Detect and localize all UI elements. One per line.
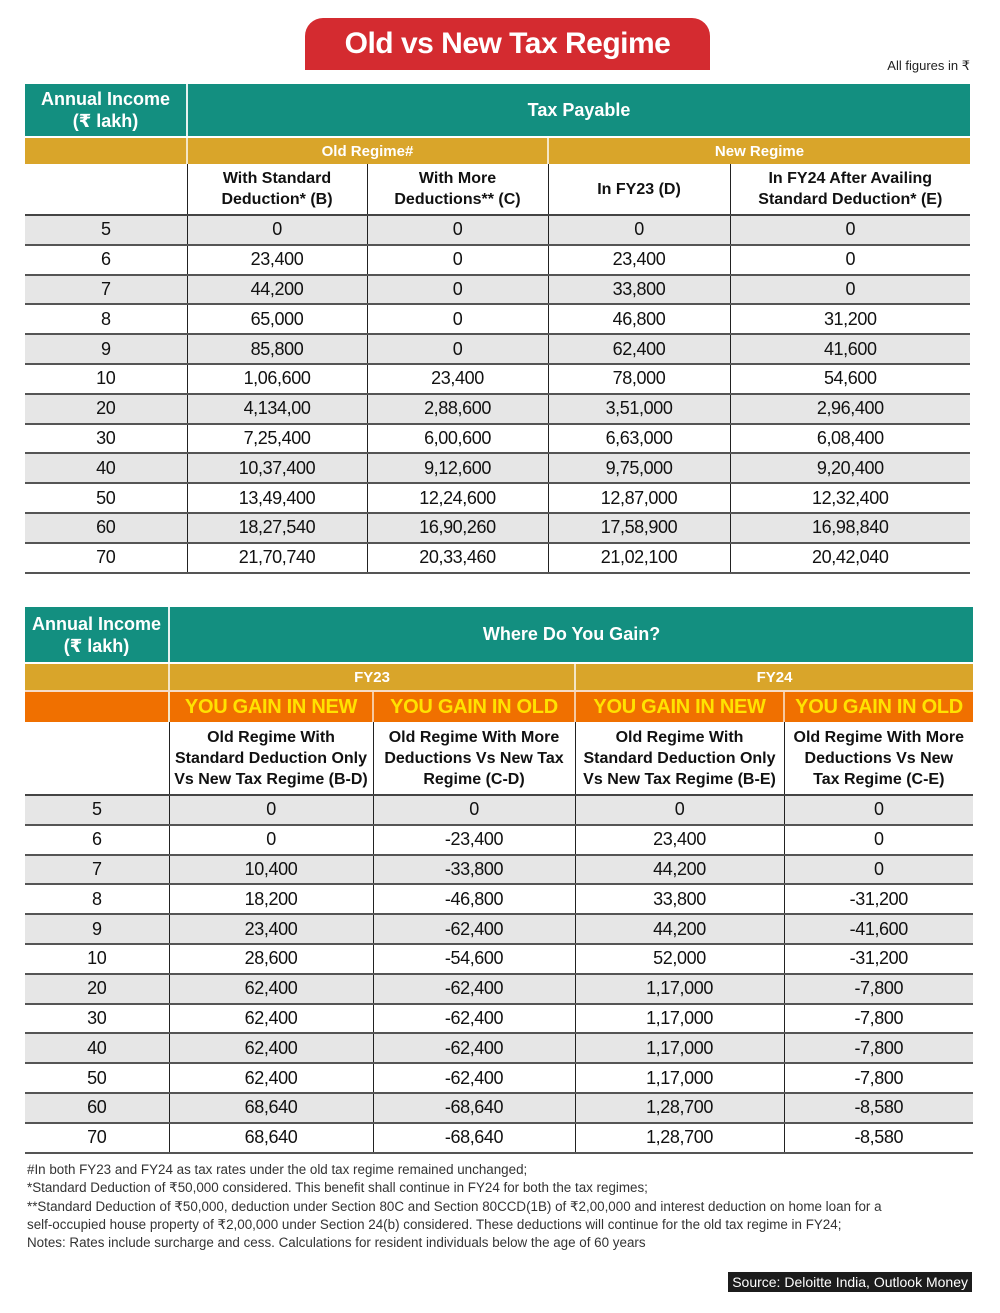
table-row	[25, 1004, 973, 1034]
table-row	[25, 1033, 973, 1063]
col-c-minus-d: Old Regime With More Deductions Vs New Tax Regime (C-D)	[373, 722, 575, 795]
page-title: Old vs New Tax Regime	[344, 27, 671, 60]
source-credit: Source: Deloitte India, Outlook Money	[728, 1272, 972, 1292]
value-cell: 31,200	[730, 304, 970, 334]
fy-group-row	[25, 664, 973, 690]
value-cell: 6,00,600	[367, 424, 548, 454]
gain-new-fy23-label: YOU GAIN IN NEW	[169, 692, 373, 722]
value-cell: 18,27,540	[187, 513, 367, 543]
income-cell: 9	[25, 914, 169, 944]
income-cell: 10	[25, 364, 187, 394]
value-cell: 21,70,740	[187, 543, 367, 573]
income-header: Annual Income (₹ lakh)	[31, 613, 161, 656]
tax-payable-header: Tax Payable	[187, 84, 970, 136]
gain-old-fy23-label: YOU GAIN IN OLD	[373, 692, 575, 722]
table-row	[25, 914, 973, 944]
value-cell: 12,24,600	[367, 483, 548, 513]
value-cell: -68,640	[373, 1123, 575, 1153]
income-cell: 10	[25, 944, 169, 974]
where-gain-body	[25, 795, 973, 1153]
value-cell: 0	[187, 215, 367, 245]
income-header: Annual Income (₹ lakh)	[40, 89, 170, 131]
tax-payable-body	[25, 215, 970, 573]
footnote-hash: #In both FY23 and FY24 as tax rates under the old tax regime remained unchanged;	[27, 1162, 528, 1177]
table-row	[25, 364, 970, 394]
value-cell: 16,90,260	[367, 513, 548, 543]
value-cell: 12,32,400	[730, 483, 970, 513]
value-cell: -33,800	[373, 855, 575, 885]
tax-payable-table	[25, 84, 970, 574]
table-row	[25, 855, 973, 885]
value-cell: 23,400	[169, 914, 373, 944]
value-cell: -46,800	[373, 884, 575, 914]
gain-new-fy24-label: YOU GAIN IN NEW	[575, 692, 784, 722]
value-cell: 1,28,700	[575, 1123, 784, 1153]
value-cell: 62,400	[169, 1033, 373, 1063]
value-cell: 44,200	[575, 914, 784, 944]
value-cell: 7,25,400	[187, 424, 367, 454]
value-cell: -31,200	[784, 944, 973, 974]
value-cell: -7,800	[784, 974, 973, 1004]
value-cell: 13,49,400	[187, 483, 367, 513]
table-row	[25, 275, 970, 305]
value-cell: 12,87,000	[548, 483, 730, 513]
value-cell: 0	[575, 795, 784, 825]
col-b-minus-d: Old Regime With Standard Deduction Only Vs New Tax Regime (B-D)	[169, 722, 373, 795]
value-cell: 33,800	[548, 275, 730, 305]
column-header-row	[25, 722, 973, 795]
value-cell: -8,580	[784, 1093, 973, 1123]
table-row	[25, 884, 973, 914]
income-cell: 30	[25, 424, 187, 454]
value-cell: 10,37,400	[187, 453, 367, 483]
value-cell: -7,800	[784, 1033, 973, 1063]
value-cell: 54,600	[730, 364, 970, 394]
value-cell: 23,400	[548, 245, 730, 275]
value-cell: 46,800	[548, 304, 730, 334]
income-cell: 20	[25, 974, 169, 1004]
table-row	[25, 513, 970, 543]
income-cell: 20	[25, 394, 187, 424]
income-cell: 40	[25, 1033, 169, 1063]
value-cell: 3,51,000	[548, 394, 730, 424]
value-cell: 0	[367, 245, 548, 275]
footnotes	[27, 1161, 977, 1252]
value-cell: 0	[367, 215, 548, 245]
value-cell: 0	[784, 795, 973, 825]
old-regime-group: Old Regime#	[187, 138, 548, 164]
value-cell: 0	[784, 855, 973, 885]
value-cell: 1,28,700	[575, 1093, 784, 1123]
value-cell: -62,400	[373, 1004, 575, 1034]
value-cell: 0	[367, 275, 548, 305]
value-cell: -62,400	[373, 914, 575, 944]
footnote-notes: Notes: Rates include surcharge and cess. Calculations for resident individuals below the age of 60 years	[27, 1235, 646, 1251]
value-cell: 62,400	[169, 1004, 373, 1034]
value-cell: 44,200	[575, 855, 784, 885]
value-cell: 44,200	[187, 275, 367, 305]
table-row	[25, 1123, 973, 1153]
value-cell: 0	[784, 825, 973, 855]
column-header-row	[25, 164, 970, 215]
value-cell: 1,17,000	[575, 1033, 784, 1063]
table-row	[25, 394, 970, 424]
title-banner	[305, 18, 710, 70]
value-cell: -62,400	[373, 1033, 575, 1063]
income-cell: 6	[25, 825, 169, 855]
value-cell: 62,400	[169, 974, 373, 1004]
new-regime-group: New Regime	[548, 138, 970, 164]
income-cell: 6	[25, 245, 187, 275]
value-cell: 52,000	[575, 944, 784, 974]
value-cell: 20,33,460	[367, 543, 548, 573]
value-cell: -31,200	[784, 884, 973, 914]
table-row	[25, 215, 970, 245]
value-cell: 17,58,900	[548, 513, 730, 543]
col-old-standard: With Standard Deduction* (B)	[187, 164, 367, 215]
income-cell: 60	[25, 513, 187, 543]
value-cell: 9,75,000	[548, 453, 730, 483]
income-cell: 70	[25, 1123, 169, 1153]
footnote-double-asterisk-cont: self-occupied house property of ₹2,00,000 under Section 24(b) considered. These deductions will continue for the old tax regime in FY24;	[27, 1216, 842, 1232]
value-cell: 21,02,100	[548, 543, 730, 573]
table-row	[25, 944, 973, 974]
value-cell: 9,12,600	[367, 453, 548, 483]
fy24-group: FY24	[575, 664, 973, 690]
table1-title-row	[25, 84, 970, 136]
value-cell: 62,400	[548, 334, 730, 364]
value-cell: 0	[730, 275, 970, 305]
value-cell: 62,400	[169, 1063, 373, 1093]
value-cell: 6,63,000	[548, 424, 730, 454]
table-row	[25, 543, 970, 573]
income-cell: 8	[25, 304, 187, 334]
income-cell: 9	[25, 334, 187, 364]
value-cell: 4,134,00	[187, 394, 367, 424]
value-cell: 10,400	[169, 855, 373, 885]
col-new-fy23: In FY23 (D)	[548, 164, 730, 215]
col-c-minus-e: Old Regime With More Deductions Vs New Tax Regime (C-E)	[784, 722, 973, 795]
value-cell: 1,17,000	[575, 974, 784, 1004]
value-cell: 0	[730, 215, 970, 245]
value-cell: 1,17,000	[575, 1063, 784, 1093]
value-cell: -62,400	[373, 1063, 575, 1093]
value-cell: 23,400	[575, 825, 784, 855]
value-cell: 65,000	[187, 304, 367, 334]
value-cell: 0	[367, 334, 548, 364]
where-gain-header: Where Do You Gain?	[169, 607, 973, 662]
income-cell: 30	[25, 1004, 169, 1034]
value-cell: 2,96,400	[730, 394, 970, 424]
value-cell: -7,800	[784, 1004, 973, 1034]
value-cell: 85,800	[187, 334, 367, 364]
value-cell: -7,800	[784, 1063, 973, 1093]
value-cell: 18,200	[169, 884, 373, 914]
value-cell: 0	[169, 795, 373, 825]
table-row	[25, 304, 970, 334]
regime-group-row	[25, 138, 970, 164]
footnote-asterisk: *Standard Deduction of ₹50,000 considered. This benefit shall continue in FY24 for both the tax regimes;	[27, 1180, 648, 1196]
value-cell: -68,640	[373, 1093, 575, 1123]
value-cell: 0	[373, 795, 575, 825]
value-cell: 23,400	[187, 245, 367, 275]
value-cell: 23,400	[367, 364, 548, 394]
income-cell: 50	[25, 483, 187, 513]
value-cell: -54,600	[373, 944, 575, 974]
value-cell: 6,08,400	[730, 424, 970, 454]
income-cell: 70	[25, 543, 187, 573]
table-row	[25, 483, 970, 513]
value-cell: 9,20,400	[730, 453, 970, 483]
table-row	[25, 334, 970, 364]
table-row	[25, 245, 970, 275]
table-row	[25, 1063, 973, 1093]
value-cell: 2,88,600	[367, 394, 548, 424]
value-cell: 0	[367, 304, 548, 334]
gain-old-fy24-label: YOU GAIN IN OLD	[784, 692, 973, 722]
table-row	[25, 825, 973, 855]
value-cell: -41,600	[784, 914, 973, 944]
value-cell: 20,42,040	[730, 543, 970, 573]
income-cell: 60	[25, 1093, 169, 1123]
income-cell: 50	[25, 1063, 169, 1093]
value-cell: 28,600	[169, 944, 373, 974]
currency-note: All figures in ₹	[887, 58, 970, 73]
value-cell: 1,06,600	[187, 364, 367, 394]
table-row	[25, 424, 970, 454]
col-b-minus-e: Old Regime With Standard Deduction Only Vs New Tax Regime (B-E)	[575, 722, 784, 795]
value-cell: -62,400	[373, 974, 575, 1004]
col-new-fy24: In FY24 After Availing Standard Deduction* (E)	[730, 164, 970, 215]
income-cell: 7	[25, 275, 187, 305]
value-cell: 78,000	[548, 364, 730, 394]
table-row	[25, 795, 973, 825]
value-cell: 68,640	[169, 1123, 373, 1153]
value-cell: 1,17,000	[575, 1004, 784, 1034]
value-cell: 41,600	[730, 334, 970, 364]
table-row	[25, 974, 973, 1004]
table2-title-row	[25, 607, 973, 662]
fy23-group: FY23	[169, 664, 575, 690]
value-cell: 0	[730, 245, 970, 275]
gain-label-row	[25, 692, 973, 722]
value-cell: 0	[169, 825, 373, 855]
col-old-more-deductions: With More Deductions** (C)	[367, 164, 548, 215]
table-row	[25, 453, 970, 483]
where-do-you-gain-table	[25, 607, 973, 1154]
income-cell: 5	[25, 795, 169, 825]
income-cell: 40	[25, 453, 187, 483]
value-cell: 0	[548, 215, 730, 245]
income-cell: 8	[25, 884, 169, 914]
value-cell: 68,640	[169, 1093, 373, 1123]
income-cell: 7	[25, 855, 169, 885]
table-row	[25, 1093, 973, 1123]
value-cell: 16,98,840	[730, 513, 970, 543]
income-cell: 5	[25, 215, 187, 245]
footnote-double-asterisk: **Standard Deduction of ₹50,000, deduction under Section 80C and Section 80CCD(1B) of ₹2,00,000 and interest deduction on home loan for a	[27, 1198, 882, 1214]
value-cell: -8,580	[784, 1123, 973, 1153]
value-cell: 33,800	[575, 884, 784, 914]
value-cell: -23,400	[373, 825, 575, 855]
